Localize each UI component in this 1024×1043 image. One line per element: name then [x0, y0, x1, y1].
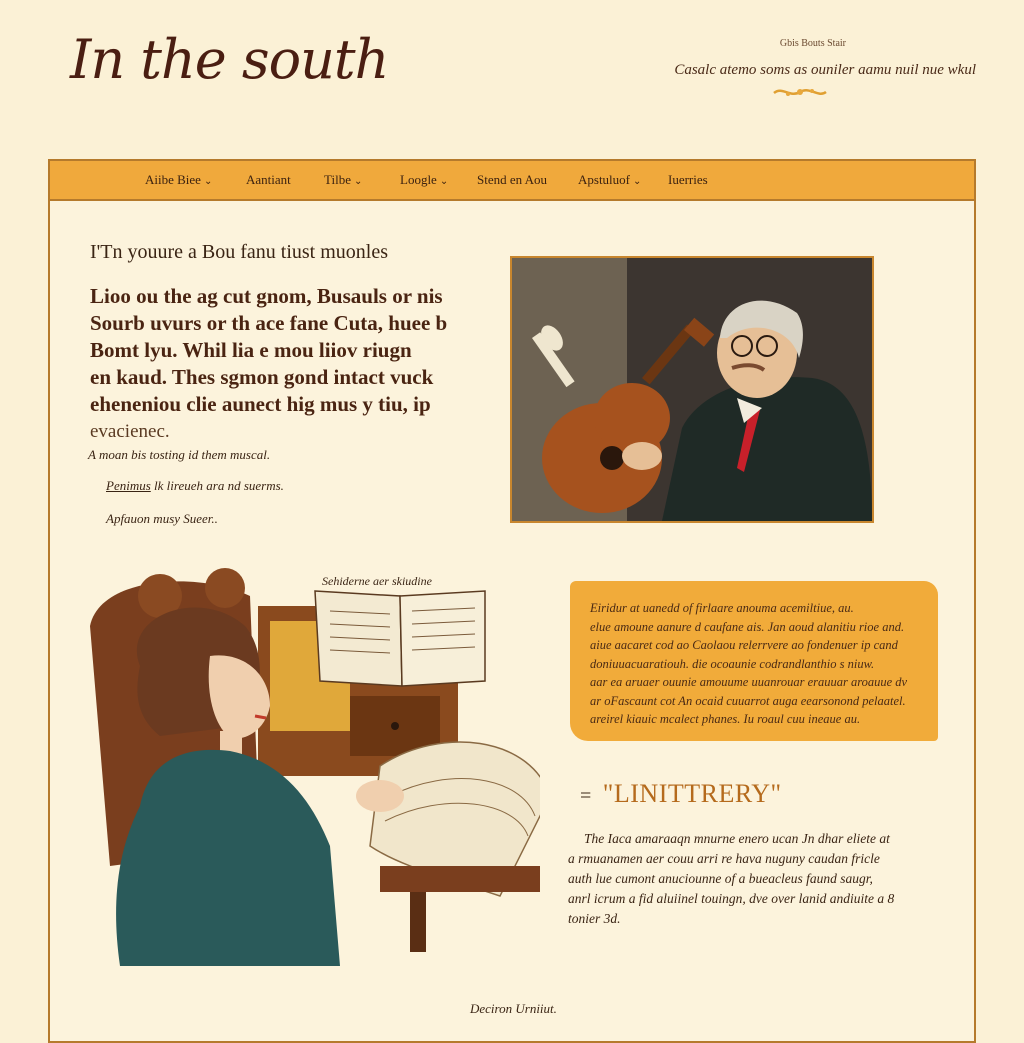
- book-caption: Sehiderne aer skiudine: [322, 574, 432, 588]
- intro-link-1-underlined[interactable]: Penimus: [106, 478, 151, 493]
- highlight-line: doniuuacuaratiouh. die ocoaunie codrandlanthio s niuw.: [590, 656, 875, 671]
- highlight-line: ar oFascaunt cot An ocaid cuuarrot auga eearsonond pelaatel.: [590, 693, 906, 708]
- chevron-down-icon: ⌄: [633, 176, 642, 187]
- intro-line: Sourb uvurs or th ace fane Cuta, huee b: [90, 311, 448, 335]
- intro-link-1-text: lk lireueh ara nd suerms.: [154, 478, 284, 493]
- heading-prefix: =: [580, 785, 592, 807]
- nav-item-7[interactable]: Iuerries: [668, 172, 708, 187]
- intro-line: eheneniou clie aunect hig mus y tiu, ip: [90, 392, 431, 416]
- intro-line: evacienec.: [90, 421, 170, 442]
- highlight-line: elue amoune aanure d caufane ais. Jan aoud alanitiu rioe and.: [590, 619, 905, 634]
- section-line: a rmuanamen aer couu arri re hava nuguny caudan fricle: [568, 851, 880, 866]
- intro-line: Lioo ou the ag cut gnom, Busauls or nis: [90, 284, 443, 308]
- section-line: The Iaca amaraaqn mnurne enero ucan Jn dhar eliete at: [584, 831, 890, 846]
- header-tagline: Casalc atemo soms as ouniler aamu nuil nue wkul: [674, 62, 976, 78]
- site-logo[interactable]: In the south: [70, 28, 389, 91]
- footer-text: Deciron Urniiut.: [470, 1001, 557, 1016]
- chevron-down-icon: ⌄: [439, 176, 449, 187]
- section-paragraph: [568, 829, 928, 929]
- nav-item-4[interactable]: Loogle ⌄: [400, 172, 449, 187]
- nav-item-5[interactable]: Stend en Aou: [477, 172, 548, 187]
- flourish-icon: [772, 84, 828, 100]
- main-nav: [50, 161, 974, 201]
- nav-item-6[interactable]: Apstuluof ⌄: [578, 172, 642, 187]
- section-line: tonier 3d.: [568, 911, 621, 926]
- content-frame: [48, 159, 976, 1043]
- highlight-line: aiue aacaret cod ao Caolaou relerrvere ao fondenuer ip cand: [590, 638, 898, 652]
- section-heading: [580, 779, 782, 809]
- reader-image: [80, 566, 540, 966]
- intro-link-1[interactable]: [106, 478, 284, 494]
- musician-image: [510, 256, 874, 523]
- highlight-line: aar ea aruaer ouunie amouume uuanrouar erauuar aroauue dv: [590, 675, 908, 689]
- intro-title: I'Tn youure a Bou fanu tiust muonles: [90, 241, 388, 263]
- chevron-down-icon: ⌄: [203, 176, 213, 187]
- highlight-line: Eiridur at uanedd of firlaare anouma acemiltiue, au.: [590, 601, 854, 615]
- intro-line: Bomt lyu. Whil lia e mou liiov riugn: [90, 338, 412, 362]
- highlight-line: areirel kiauic mcalect phanes. Iu roaul cuu ineaue au.: [590, 712, 861, 726]
- nav-item-1[interactable]: Aiibe Biee ⌄: [145, 172, 213, 187]
- intro-link-2[interactable]: Apfauon musy Sueer..: [106, 511, 218, 526]
- nav-item-3[interactable]: Tilbe ⌄: [324, 172, 363, 187]
- header-small-text: Gbis Bouts Stair: [779, 38, 846, 49]
- section-line: anrl icrum a fid aluiinel touingn, dve over lanid andiuite a 8: [568, 891, 895, 906]
- heading-text: "LINITTRERY": [602, 779, 782, 808]
- intro-paragraph: [90, 283, 462, 445]
- nav-item-2[interactable]: Aantiant: [246, 172, 291, 187]
- intro-caption: A moan bis tosting id them muscal.: [88, 447, 271, 462]
- header-right: [674, 38, 976, 79]
- intro-line: en kaud. Thes sgmon gond intact vuck: [90, 365, 434, 389]
- section-line: auth lue cumont anuciounne of a bueacleus faund saugr,: [568, 871, 873, 886]
- highlight-box: [570, 581, 938, 741]
- chevron-down-icon: ⌄: [353, 176, 363, 187]
